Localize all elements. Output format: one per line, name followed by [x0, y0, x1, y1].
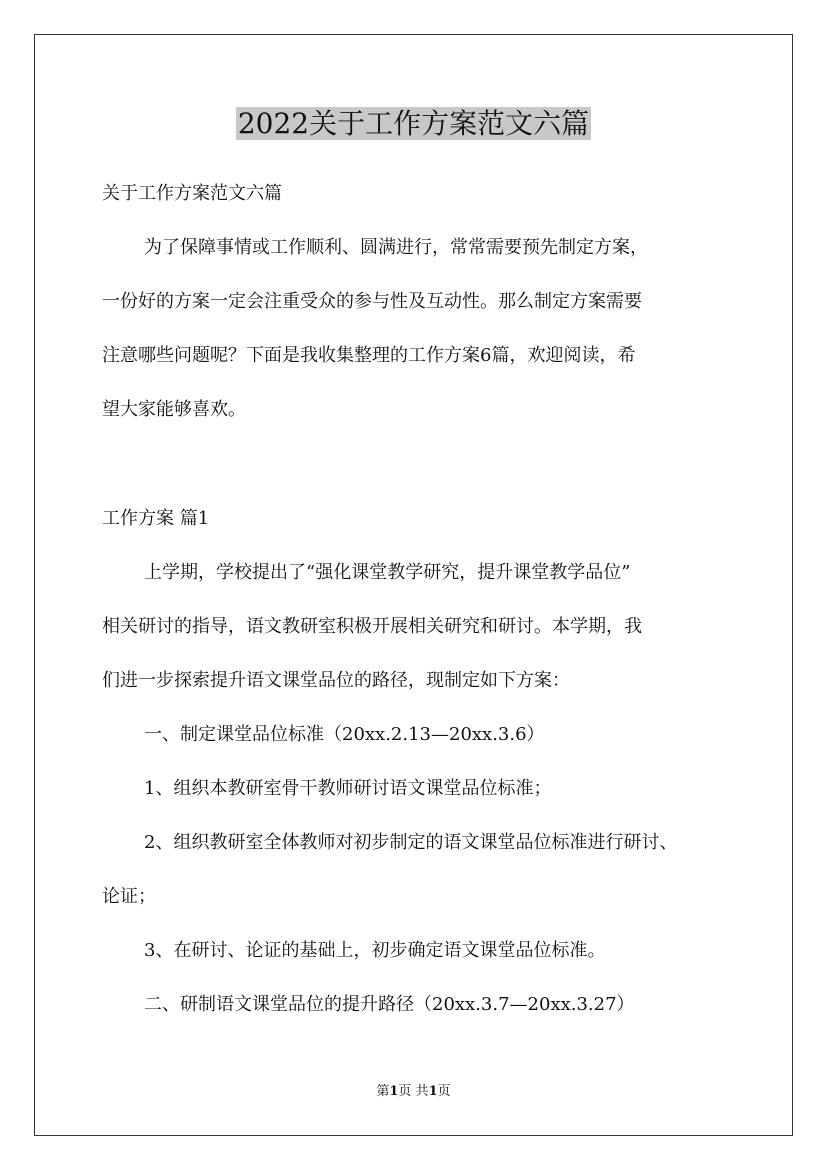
paragraph-line: 望大家能够喜欢。	[102, 399, 246, 420]
footer-mid: 页 共	[398, 1084, 429, 1099]
paragraph-line: 们进一步探索提升语文课堂品位的路径，现制定如下方案：	[102, 670, 570, 691]
footer-page-total: 1	[428, 1084, 438, 1099]
paragraph-line: 2、组织教研室全体教师对初步制定的语文课堂品位标准进行研讨、	[144, 832, 678, 853]
paragraph-line: 上学期，学校提出了“强化课堂教学研究，提升课堂教学品位”	[144, 562, 631, 583]
paragraph-line: 一份好的方案一定会注重受众的参与性及互动性。那么制定方案需要	[102, 291, 642, 312]
paragraph-line: 注意哪些问题呢？下面是我收集整理的工作方案6篇，欢迎阅读，希	[102, 345, 636, 366]
document-title	[0, 102, 827, 146]
footer-suffix: 页	[437, 1084, 451, 1099]
paragraph-line: 相关研讨的指导，语文教研室积极开展相关研究和研讨。本学期，我	[102, 616, 642, 637]
paragraph-line: 3、在研讨、论证的基础上，初步确定语文课堂品位标准。	[144, 940, 606, 961]
paragraph-line: 为了保障事情或工作顺利、圆满进行，常常需要预先制定方案，	[144, 237, 648, 258]
paragraph-line: 二、研制语文课堂品位的提升路径（20xx.3.7—20xx.3.27）	[144, 994, 635, 1015]
footer-prefix: 第	[376, 1084, 390, 1099]
paragraph-line: 一、制定课堂品位标准（20xx.2.13—20xx.3.6）	[144, 724, 545, 745]
paragraph-line: 论证；	[102, 886, 156, 907]
subtitle-line: 关于工作方案范文六篇	[102, 183, 282, 204]
page-footer	[0, 1082, 827, 1102]
footer-page-number: 1	[389, 1084, 399, 1099]
paragraph-line: 1、组织本教研室骨干教师研讨语文课堂品位标准；	[144, 778, 552, 799]
section-heading: 工作方案 篇1	[102, 508, 210, 529]
document-title-text: 2022关于工作方案范文六篇	[237, 107, 590, 140]
